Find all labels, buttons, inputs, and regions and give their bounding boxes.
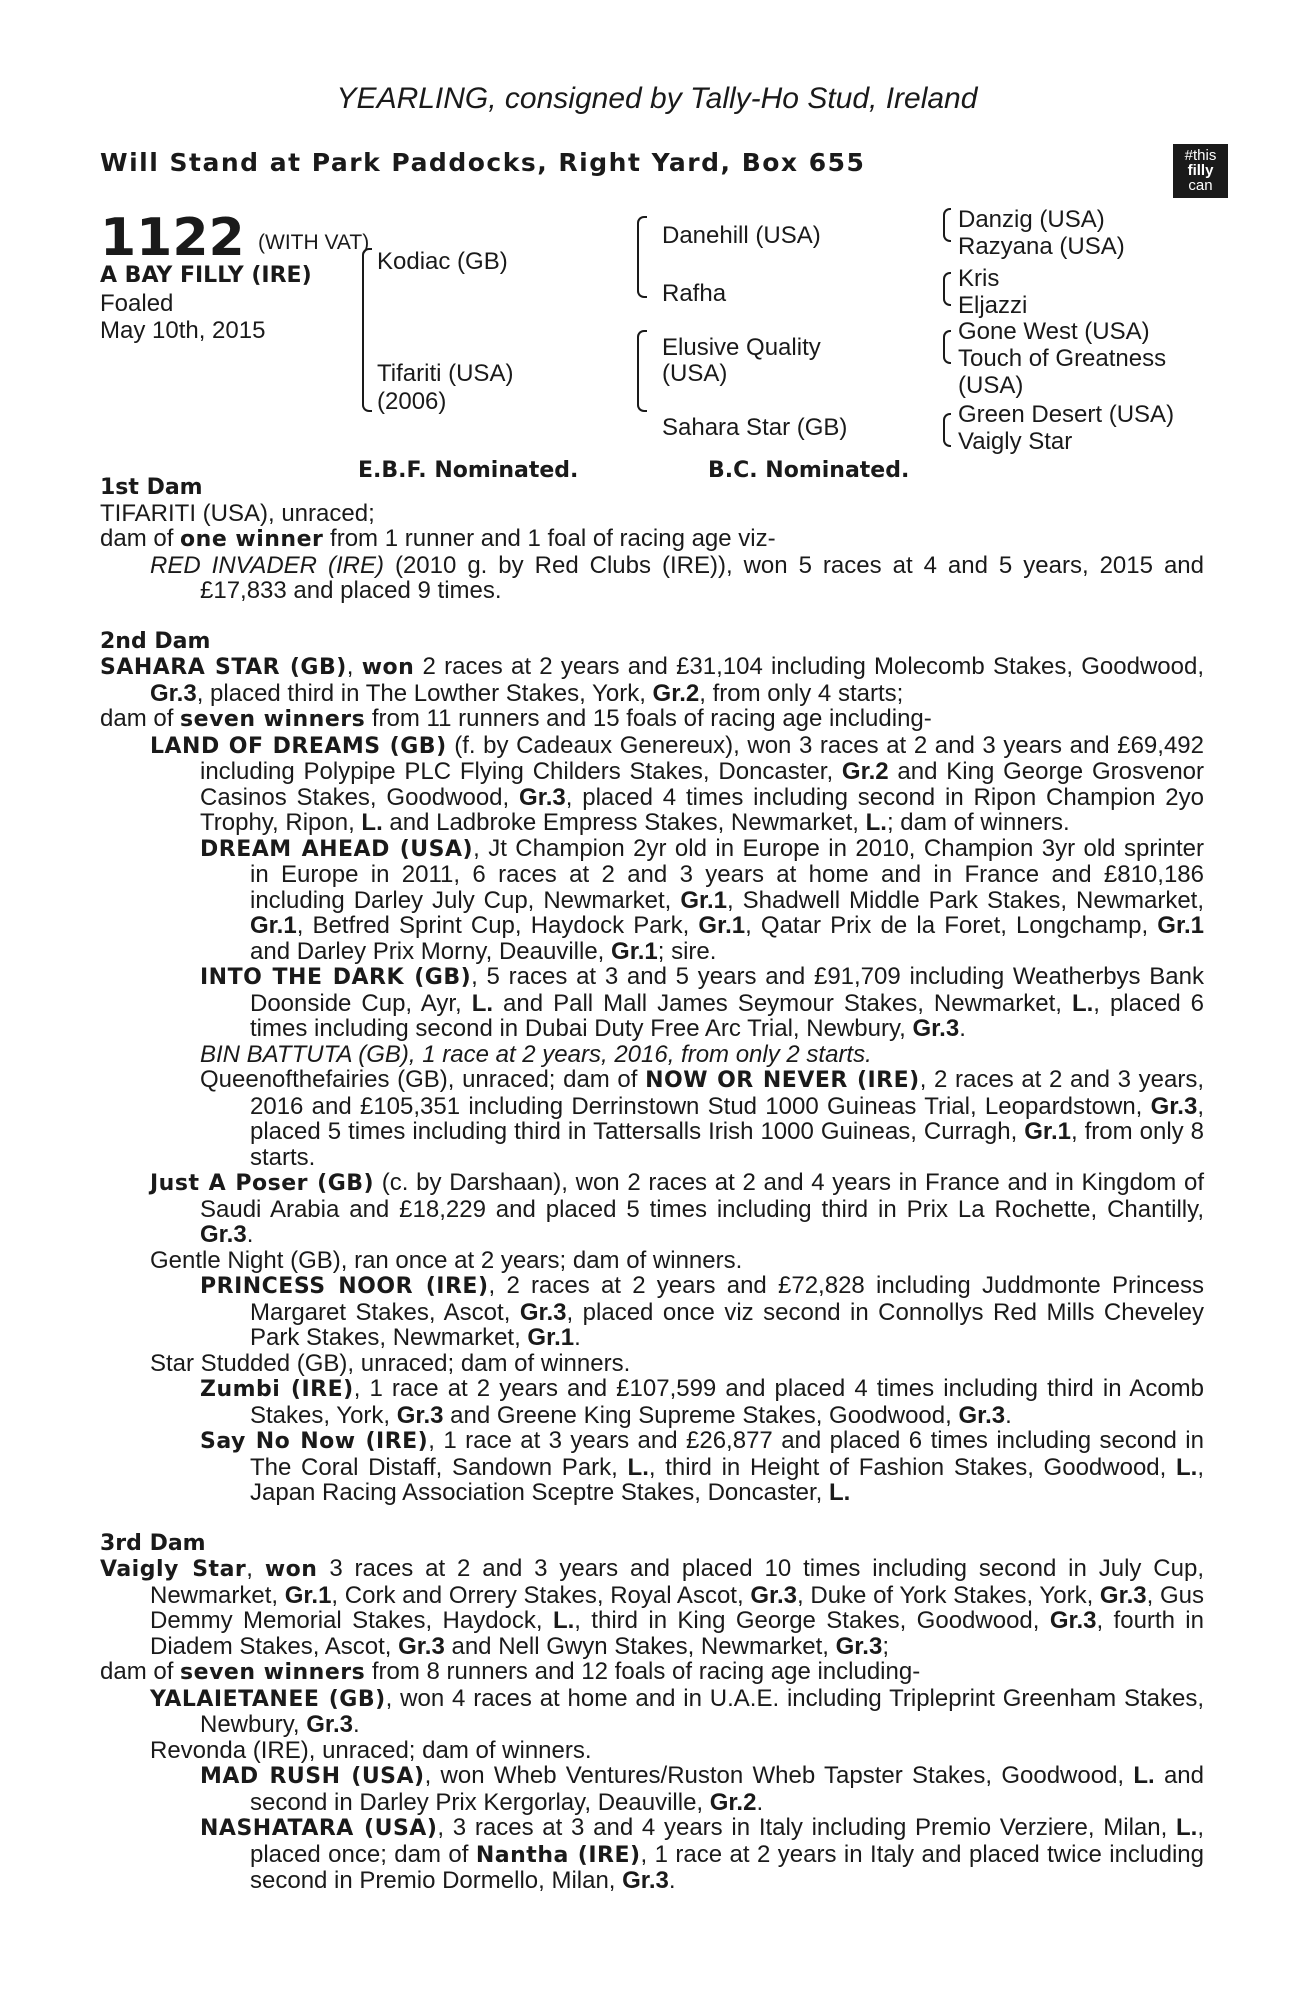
lot-number: 1122 (100, 208, 245, 268)
ebf-nominated: E.B.F. Nominated. (358, 458, 579, 483)
list-item: NASHATARA (USA), 3 races at 3 and 4 years in Italy including Premio Verziere, Milan, L., placed once; dam of Nantha (IRE), 1 race at 2 years in Italy and placed twice including second in Premio Dormello, Milan, Gr.3. (200, 1814, 1204, 1894)
page-header: YEARLING, consigned by Tally-Ho Stud, Ireland (336, 82, 978, 115)
first-dam-line: TIFARITI (USA), unraced; (100, 499, 375, 527)
pedigree-g3-4: Eljazzi (958, 292, 1028, 319)
foaled-label: Foaled (100, 290, 174, 317)
pedigree-g3-5: Gone West (USA) (958, 318, 1150, 345)
pedigree-g3-3: Kris (958, 265, 1000, 292)
list-item: Say No Now (IRE), 1 race at 3 years and £26,877 and placed 6 times including second in The Coral Distaff, Sandown Park, L., third in Height of Fashion Stakes, Goodwood, L., Japan Racing Association Sceptre Stakes, Doncaster, L. (200, 1427, 1205, 1506)
pedigree-brace-sire (637, 216, 647, 298)
pedigree-brace-danehill (943, 208, 951, 242)
list-item: LAND OF DREAMS (GB) (f. by Cadeaux Genereux), won 3 races at 2 and 3 years and £69,492 including Polypipe PLC Flying Childers Stakes, Doncaster, Gr.2 and King George Grosvenor Casinos Stakes, Goodwood, Gr.3, placed 4 times including second in Ripon Champion 2yo Trophy, Ripon, L. and Ladbroke Empress Stakes, Newmarket, L.; dam of winners. (150, 731, 1205, 836)
first-dam-offspring: RED INVADER (IRE) (2010 g. by Red Clubs (IRE)), won 5 races at 4 and 5 years, 2015 and £17,833 and placed 9 times. (150, 551, 1204, 604)
pedigree-dam-sire: Elusive Quality (662, 334, 821, 361)
list-item: YALAIETANEE (GB), won 4 races at home and in U.A.E. including Tripleprint Greenham Stakes, Newbury, Gr.3. (150, 1684, 1205, 1738)
pedigree-brace-rafha (943, 272, 951, 306)
third-dam-line: Vaigly Star, won 3 races at 2 and 3 years and placed 10 times including second in July Cup, Newmarket, Gr.1, Cork and Orrery Stakes, Royal Ascot, Gr.3, Duke of York Stakes, York, Gr.3, Gus Demmy Memorial Stakes, Haydock, L., third in King George Stakes, Goodwood, Gr.3, fourth in Diadem Stakes, Ascot, Gr.3 and Nell Gwyn Stakes, Newmarket, Gr.3; (100, 1555, 1205, 1660)
third-dam-produce: dam of seven winners from 8 runners and 12 foals of racing age including- (100, 1658, 921, 1685)
list-item: Zumbi (IRE), 1 race at 2 years and £107,599 and placed 4 times including third in Acomb Stakes, York, Gr.3 and Greene King Supreme Stakes, Goodwood, Gr.3. (200, 1375, 1205, 1429)
second-dam-heading: 2nd Dam (100, 628, 211, 654)
first-dam-produce: dam of one winner from 1 runner and 1 foal of racing age viz- (100, 525, 776, 552)
pedigree-brace-dam (637, 330, 647, 412)
pedigree-sire-sire: Danehill (USA) (662, 222, 821, 249)
list-item: Star Studded (GB), unraced; dam of winners. (150, 1349, 631, 1377)
list-item: Gentle Night (GB), ran once at 2 years; dam of winners. (150, 1246, 743, 1274)
stable-location: Will Stand at Park Paddocks, Right Yard, Box 655 (100, 148, 866, 177)
pedigree-brace-sahara (943, 413, 951, 447)
pedigree-dam-year: (2006) (377, 388, 447, 415)
horse-name: A BAY FILLY (IRE) (100, 263, 312, 288)
list-item: Just A Poser (GB) (c. by Darshaan), won 2 races at 2 and 4 years in France and in Kingdom of Saudi Arabia and £18,229 and placed 5 times including third in Prix La Rochette, Chantilly, Gr.3. (150, 1169, 1204, 1248)
second-dam-line: SAHARA STAR (GB), won 2 races at 2 years and £31,104 including Molecomb Stakes, Goodwood, Gr.3, placed third in The Lowther Stakes, York, Gr.2, from only 4 starts; (100, 653, 1204, 707)
pedigree-brace-elusive (943, 330, 951, 364)
this-filly-can-logo: #this filly can (1173, 144, 1228, 198)
catalogue-body (100, 475, 1204, 1894)
first-dam-heading: 1st Dam (100, 475, 203, 500)
pedigree-dam: Tifariti (USA) (377, 360, 514, 387)
pedigree-brace-gen1 (362, 248, 372, 412)
list-item: DREAM AHEAD (USA), Jt Champion 2yr old in Europe in 2010, Champion 3yr old sprinter in Europe in 2011, 6 races at 2 and 3 years at home and in France and £810,186 including Darley July Cup, Newmarket, Gr.1, Shadwell Middle Park Stakes, Newmarket, Gr.1, Betfred Sprint Cup, Haydock Park, Gr.1, Qatar Prix de la Foret, Longchamp, Gr.1 and Darley Prix Morny, Deauville, Gr.1; sire. (200, 834, 1205, 965)
pedigree-g3-7: Green Desert (USA) (958, 401, 1175, 428)
list-item: Queenofthefairies (GB), unraced; dam of NOW OR NEVER (IRE), 2 races at 2 and 3 years, 2016 and £105,351 including Derrinstown Stud 1000 Guineas Trial, Leopardstown, Gr.3, placed 5 times including third in Tattersalls Irish 1000 Guineas, Curragh, Gr.1, from only 8 starts. (200, 1066, 1205, 1171)
pedigree-dam-dam: Sahara Star (GB) (662, 414, 848, 441)
pedigree-dam-sire-country: (USA) (662, 360, 728, 387)
third-dam-heading: 3rd Dam (100, 1530, 206, 1556)
pedigree-g3-6: Touch of Greatness (958, 345, 1167, 372)
bc-nominated: B.C. Nominated. (708, 458, 910, 483)
list-item: BIN BATTUTA (GB), 1 race at 2 years, 2016, from only 2 starts. (200, 1040, 872, 1068)
second-dam-produce: dam of seven winners from 11 runners and 15 foals of racing age including- (100, 705, 932, 732)
pedigree-g3-6b: (USA) (958, 372, 1024, 399)
pedigree-g3-1: Danzig (USA) (958, 206, 1105, 233)
list-item: MAD RUSH (USA), won Wheb Ventures/Ruston Wheb Tapster Stakes, Goodwood, L. and second in Darley Prix Kergorlay, Deauville, Gr.2. (200, 1762, 1204, 1816)
list-item: PRINCESS NOOR (IRE), 2 races at 2 years and £72,828 including Juddmonte Princess Margaret Stakes, Ascot, Gr.3, placed once viz second in Connollys Red Mills Cheveley Park Stakes, Newmarket, Gr.1. (200, 1272, 1204, 1351)
list-item: INTO THE DARK (GB), 5 races at 3 and 5 years and £91,709 including Weatherbys Bank Doonside Cup, Ayr, L. and Pall Mall James Seymour Stakes, Newmarket, L., placed 6 times including second in Dubai Duty Free Arc Trial, Newbury, Gr.3. (200, 963, 1205, 1042)
list-item: Revonda (IRE), unraced; dam of winners. (150, 1736, 592, 1764)
pedigree-g3-2: Razyana (USA) (958, 233, 1125, 260)
pedigree-sire: Kodiac (GB) (377, 248, 508, 275)
foaled-date: May 10th, 2015 (100, 317, 266, 344)
pedigree-sire-dam: Rafha (662, 280, 727, 307)
vat-note: (WITH VAT) (258, 231, 370, 254)
pedigree-g3-8: Vaigly Star (958, 428, 1073, 455)
